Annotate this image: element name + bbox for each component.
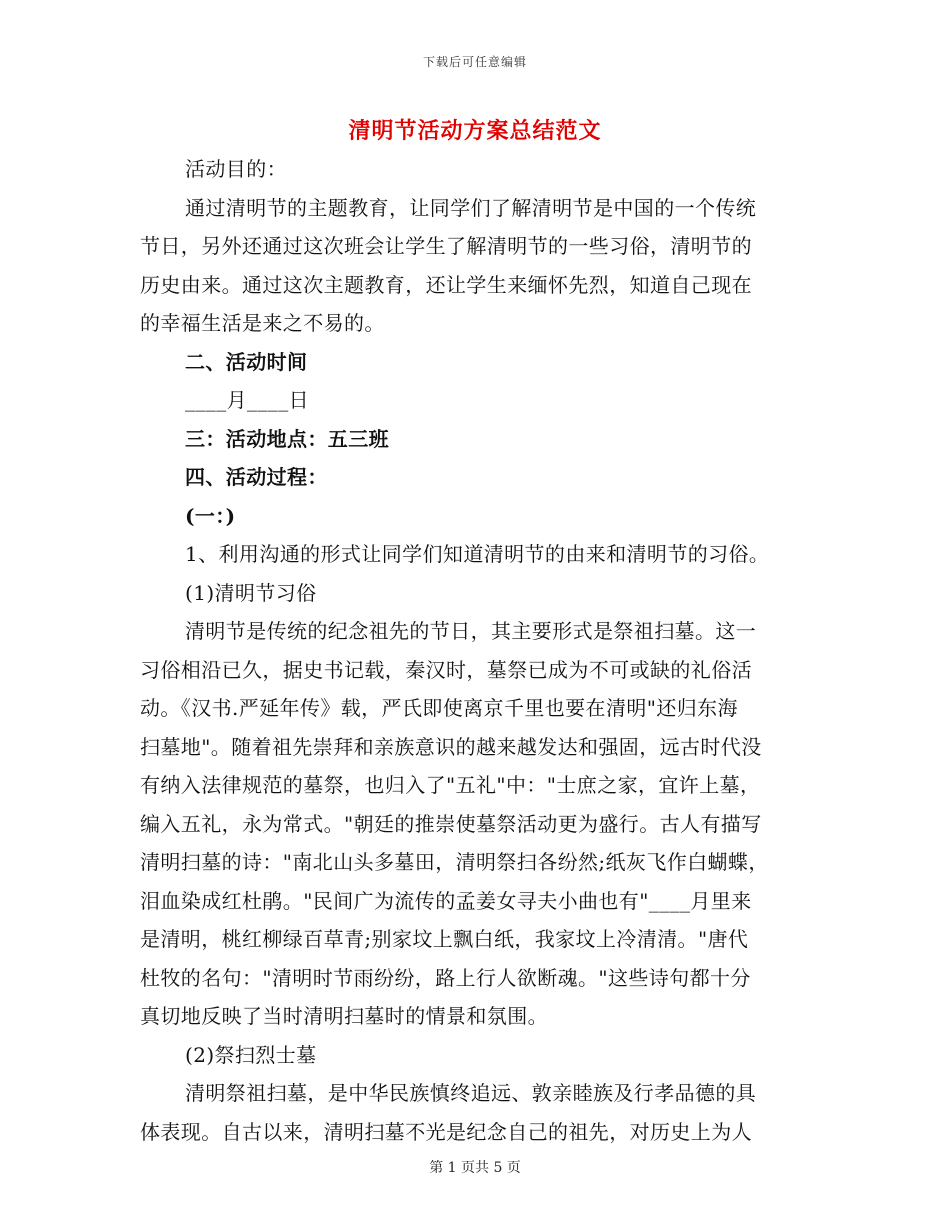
header-note: 下载后可任意编辑 (422, 55, 527, 69)
paragraph-line: 动。《汉书.严延年传》载，严氏即使离京千里也要在清明"还归东海 (140, 696, 738, 720)
paragraph-line: 节日，另外还通过这次班会让学生了解清明节的一些习俗，清明节的 (140, 234, 752, 258)
paragraph-line: 活动目的： (185, 157, 287, 181)
section-heading: 三：活动地点：五三班 (185, 426, 389, 451)
paragraph-line: 清明祭祖扫墓，是中华民族慎终追远、敦亲睦族及行孝品德的具 (185, 1081, 757, 1105)
paragraph-line: 是清明，桃红柳绿百草青;别家坟上飘白纸，我家坟上冷清清。"唐代 (140, 927, 749, 951)
paragraph-line: 1、利用沟通的形式让同学们知道清明节的由来和清明节的习俗。 (185, 542, 770, 566)
subsection-heading: (2)祭扫烈士墓 (185, 1042, 317, 1067)
document-title: 清明节活动方案总结范文 (348, 118, 602, 144)
paragraph-line: 泪血染成红杜鹃。"民间广为流传的孟姜女寻夫小曲也有"____月里来 (140, 888, 752, 913)
paragraph-line: 清明扫墓的诗："南北山头多墓田，清明祭扫各纷然;纸灰飞作白蝴蝶， (140, 850, 769, 874)
paragraph-line: 扫墓地"。随着祖先崇拜和亲族意识的越来越发达和强固，远古时代没 (140, 734, 762, 759)
document-body (140, 150, 800, 1151)
page-number-footer: 第 1 页共 5 页 (429, 1160, 521, 1176)
paragraph-line: 历史由来。通过这次主题教育，还让学生来缅怀先烈，知道自己现在 (140, 272, 752, 297)
paragraph-line: 真切地反映了当时清明扫墓时的情景和氛围。 (140, 1004, 548, 1028)
paragraph-line: 体表现。自古以来，清明扫墓不光是纪念自己的祖先，对历史上为人 (140, 1119, 752, 1144)
paragraph-line: 的幸福生活是来之不易的。 (140, 311, 385, 335)
paragraph-line: 习俗相沿已久，据史书记载，秦汉时，墓祭已成为不可或缺的礼俗活 (140, 657, 752, 682)
paragraph-line: 杜牧的名句："清明时节雨纷纷，路上行人欲断魂。"这些诗句都十分 (140, 965, 751, 990)
subsection-heading: (1)清明节习俗 (185, 580, 317, 605)
paragraph-line: 有纳入法律规范的墓祭，也归入了"五礼"中："士庶之家，宜许上墓， (140, 773, 761, 797)
section-heading: (一：) (185, 503, 236, 528)
paragraph-line: 编入五礼，永为常式。"朝廷的推崇使墓祭活动更为盛行。古人有描写 (140, 811, 762, 836)
paragraph-line: 清明节是传统的纪念祖先的节日，其主要形式是祭祖扫墓。这一 (185, 619, 757, 643)
section-heading: 二、活动时间 (185, 349, 308, 374)
paragraph-line: ____月____日 (185, 388, 309, 412)
section-heading: 四、活动过程： (185, 465, 328, 489)
paragraph-line: 通过清明节的主题教育，让同学们了解清明节是中国的一个传统 (185, 195, 757, 220)
